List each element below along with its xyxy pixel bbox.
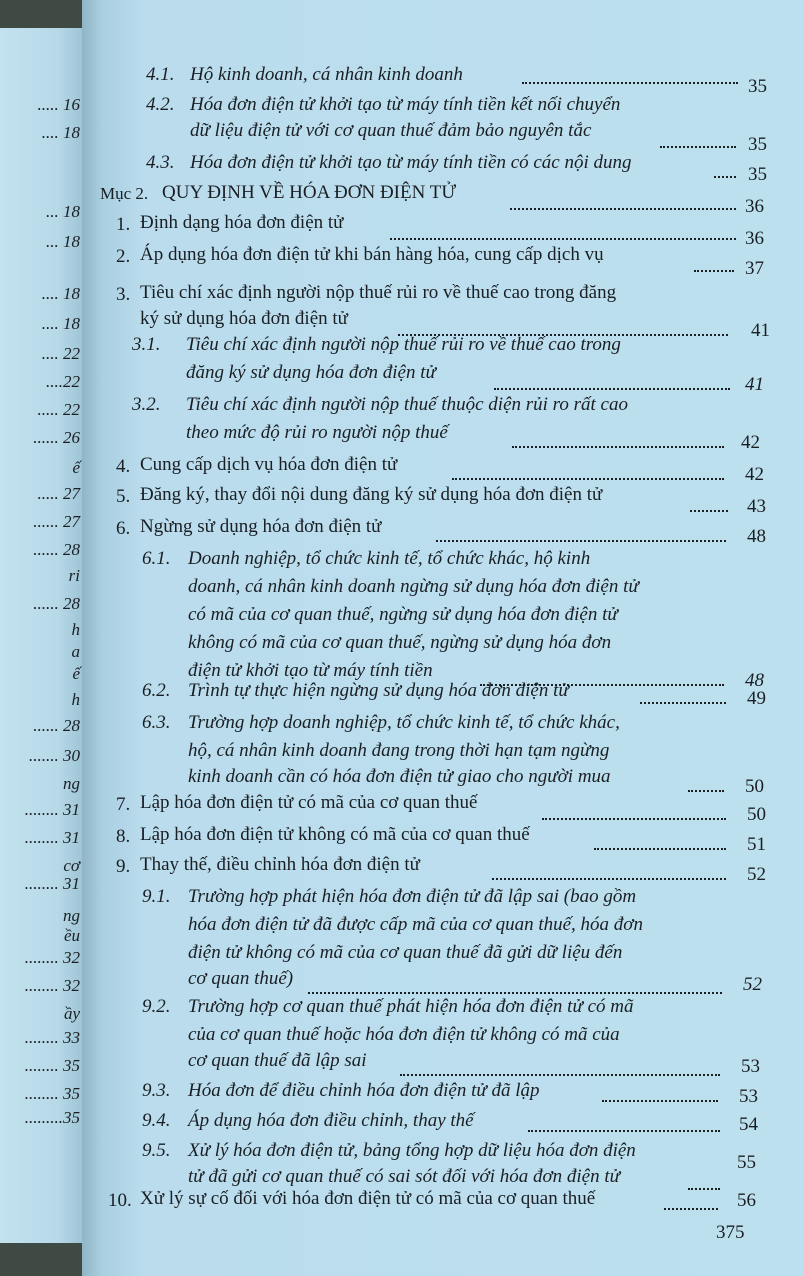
toc-page: 52 xyxy=(743,974,762,995)
dot-leader xyxy=(664,1208,718,1210)
toc-number: 6.2. xyxy=(142,680,171,701)
toc-number: 8. xyxy=(116,826,131,847)
left-page-fragment: ... 18 xyxy=(46,232,80,251)
left-page-fragment: h xyxy=(71,690,80,709)
toc-entry-text: Hóa đơn để điều chỉnh hóa đơn điện tử đã lập xyxy=(188,1080,540,1101)
toc-page: 41 xyxy=(745,374,764,395)
section-label: Mục 2. xyxy=(100,184,149,203)
toc-entry-text: Tiêu chí xác định người nộp thuế rủi ro về thuế cao trong xyxy=(186,334,621,355)
toc-number: 9.2. xyxy=(142,996,171,1017)
toc-entry-text: Tiêu chí xác định người nộp thuế thuộc diện rủi ro rất cao xyxy=(186,394,628,415)
dot-leader xyxy=(690,510,728,512)
toc-entry-text: hộ, cá nhân kinh doanh đang trong thời hạn tạm ngừng xyxy=(188,740,610,761)
left-page-fragment: ...... 28 xyxy=(33,540,80,559)
toc-entry-text: Hộ kinh doanh, cá nhân kinh doanh xyxy=(190,64,463,85)
dot-leader xyxy=(602,1100,718,1102)
toc-entry-text: Hóa đơn điện tử khởi tạo từ máy tính tiền kết nối chuyển xyxy=(190,94,621,115)
toc-entry-text: Trình tự thực hiện ngừng sử dụng hóa đơn điện tử xyxy=(188,680,569,701)
left-page-fragment: ng xyxy=(63,906,80,925)
left-page-fragment: ..... 27 xyxy=(37,484,80,503)
toc-number: 9.1. xyxy=(142,886,171,907)
left-page-fragment: a xyxy=(71,642,80,661)
left-page xyxy=(0,28,82,1243)
toc-entry-text: không có mã của cơ quan thuế, ngừng sử dụng hóa đơn xyxy=(188,632,612,653)
toc-entry-text: hóa đơn điện tử đã được cấp mã của cơ quan thuế, hóa đơn xyxy=(188,914,643,935)
toc-number: 6. xyxy=(116,518,131,539)
toc-number: 4.2. xyxy=(146,94,175,115)
toc-page: 36 xyxy=(745,196,764,217)
left-page-fragment: ..... 16 xyxy=(37,95,80,114)
left-page-fragment: .... 18 xyxy=(41,284,80,303)
toc-entry-text: cơ quan thuế đã lập sai xyxy=(188,1050,367,1071)
toc-number: 9.4. xyxy=(142,1110,171,1131)
left-page-fragment: ...... 28 xyxy=(33,594,80,613)
toc-entry-text: có mã của cơ quan thuế, ngừng sử dụng hóa đơn điện tử xyxy=(188,604,618,625)
toc-entry-text: Trường hợp phát hiện hóa đơn điện tử đã lập sai (bao gồm xyxy=(188,886,637,907)
toc-number: 3.1. xyxy=(132,334,161,355)
toc-entry-text: Trường hợp cơ quan thuế phát hiện hóa đơn điện tử có mã xyxy=(188,996,634,1017)
left-page-fragment: ........ 33 xyxy=(24,1028,80,1047)
left-page-fragment: cơ xyxy=(63,856,80,875)
left-page-fragment: ...... 28 xyxy=(33,716,80,735)
left-page-fragment: ế xyxy=(72,664,80,683)
toc-number: 9.3. xyxy=(142,1080,171,1101)
toc-page: 56 xyxy=(737,1190,756,1211)
toc-entry-text: Áp dụng hóa đơn điện tử khi bán hàng hóa, cung cấp dịch vụ xyxy=(140,244,604,265)
left-page-fragment: ều xyxy=(63,926,80,945)
dot-leader xyxy=(594,848,726,850)
toc-entry-text: kinh doanh cần có hóa đơn điện tử giao cho người mua xyxy=(188,766,611,787)
toc-entry-text: Trường hợp doanh nghiệp, tổ chức kinh tế, tổ chức khác, xyxy=(188,712,620,733)
toc-page: 42 xyxy=(741,432,760,453)
left-page-fragment: ng xyxy=(63,774,80,793)
toc-page: 42 xyxy=(745,464,764,485)
toc-entry-text: cơ quan thuế) xyxy=(188,968,294,989)
toc-entry-text: Lập hóa đơn điện tử có mã của cơ quan thuế xyxy=(140,792,478,813)
left-page-fragment: ...... 27 xyxy=(33,512,80,531)
toc-page: 53 xyxy=(741,1056,760,1077)
toc-entry-text: Áp dụng hóa đơn điều chỉnh, thay thế xyxy=(188,1110,474,1131)
toc-page: 50 xyxy=(745,776,764,797)
left-page-fragment: h xyxy=(71,620,80,639)
left-page-fragment: ........ 32 xyxy=(24,948,80,967)
toc-entry-text: Hóa đơn điện tử khởi tạo từ máy tính tiền có các nội dung xyxy=(190,152,632,173)
toc-entry-text: Lập hóa đơn điện tử không có mã của cơ quan thuế xyxy=(140,824,530,845)
dot-leader xyxy=(688,790,724,792)
left-page-fragment: ........ 35 xyxy=(24,1056,80,1075)
dot-leader xyxy=(390,238,736,240)
left-page-fragment: ... 18 xyxy=(46,202,80,221)
toc-number: 2. xyxy=(116,246,131,267)
left-page-fragment: .... 22 xyxy=(41,344,80,363)
toc-entry-text: điện tử khởi tạo từ máy tính tiền xyxy=(188,660,433,681)
right-page xyxy=(82,0,804,1276)
left-page-fragment: ........ 32 xyxy=(24,976,80,995)
toc-page: 50 xyxy=(747,804,766,825)
left-page-fragment: .........35 xyxy=(24,1108,80,1127)
toc-entry-text: đăng ký sử dụng hóa đơn điện tử xyxy=(186,362,436,383)
toc-page: 54 xyxy=(739,1114,758,1135)
toc-page: 51 xyxy=(747,834,766,855)
page-number: 375 xyxy=(716,1222,745,1243)
toc-number: 4. xyxy=(116,456,131,477)
dot-leader xyxy=(400,1074,720,1076)
left-page-fragment: ....22 xyxy=(46,372,80,391)
left-page-fragment: ....... 30 xyxy=(29,746,80,765)
toc-page: 36 xyxy=(745,228,764,249)
left-page-fragment: ........ 31 xyxy=(24,800,80,819)
left-page-fragment: ri xyxy=(68,566,80,585)
toc-entry-text: Xử lý sự cố đối với hóa đơn điện tử có mã của cơ quan thuế xyxy=(140,1188,596,1209)
left-page-fragment: .... 18 xyxy=(41,314,80,333)
dot-leader xyxy=(542,818,726,820)
toc-entry-text: của cơ quan thuế hoặc hóa đơn điện tử không có mã của xyxy=(188,1024,620,1045)
left-page-fragment: ........ 35 xyxy=(24,1084,80,1103)
dot-leader xyxy=(494,388,730,390)
toc-entry-text: điện tử không có mã của cơ quan thuế đã gửi dữ liệu đến xyxy=(188,942,623,963)
toc-number: 9.5. xyxy=(142,1140,171,1161)
toc-page: 37 xyxy=(745,258,764,279)
toc-number: 7. xyxy=(116,794,131,815)
toc-page: 43 xyxy=(747,496,766,517)
dot-leader xyxy=(522,82,738,84)
toc-number: 10. xyxy=(108,1190,132,1211)
toc-page: 53 xyxy=(739,1086,758,1107)
dot-leader xyxy=(308,992,722,994)
left-page-fragment: ...... 26 xyxy=(33,428,80,447)
toc-number: 4.3. xyxy=(146,152,175,173)
left-page-fragment: ........ 31 xyxy=(24,874,80,893)
toc-entry-text: doanh, cá nhân kinh doanh ngừng sử dụng hóa đơn điện tử xyxy=(188,576,639,597)
toc-number: 3. xyxy=(116,284,131,305)
toc-entry-text: Cung cấp dịch vụ hóa đơn điện tử xyxy=(140,454,398,475)
toc-page: 35 xyxy=(748,76,767,97)
left-page-fragment: ầy xyxy=(63,1004,80,1023)
dot-leader xyxy=(492,878,726,880)
toc-number: 9. xyxy=(116,856,131,877)
dot-leader xyxy=(510,208,736,210)
toc-entry-text: tử đã gửi cơ quan thuế có sai sót đối với hóa đơn điện tử xyxy=(188,1166,620,1187)
toc-page: 41 xyxy=(751,320,770,341)
section-heading: QUY ĐỊNH VỀ HÓA ĐƠN ĐIỆN TỬ xyxy=(162,182,457,203)
dot-leader xyxy=(528,1130,720,1132)
toc-entry-text: Định dạng hóa đơn điện tử xyxy=(140,212,344,233)
toc-number: 4.1. xyxy=(146,64,175,85)
toc-entry-text: Thay thế, điều chỉnh hóa đơn điện tử xyxy=(140,854,420,875)
toc-entry-text: dữ liệu điện tử với cơ quan thuế đảm bảo nguyên tắc xyxy=(190,120,592,141)
dot-leader xyxy=(660,146,736,148)
left-page-fragment: ..... 22 xyxy=(37,400,80,419)
toc-entry-text: theo mức độ rủi ro người nộp thuế xyxy=(186,422,448,443)
toc-page: 48 xyxy=(745,670,764,691)
toc-page: 55 xyxy=(737,1152,756,1173)
toc-entry-text: Xử lý hóa đơn điện tử, bảng tổng hợp dữ liệu hóa đơn điện xyxy=(188,1140,636,1161)
toc-page: 35 xyxy=(748,164,767,185)
toc-number: 6.1. xyxy=(142,548,171,569)
toc-number: 6.3. xyxy=(142,712,171,733)
toc-entry-text: Tiêu chí xác định người nộp thuế rủi ro về thuế cao trong đăng xyxy=(140,282,617,303)
left-page-fragment: ........ 31 xyxy=(24,828,80,847)
toc-page: 52 xyxy=(747,864,766,885)
toc-page: 48 xyxy=(747,526,766,547)
dot-leader xyxy=(640,702,726,704)
dot-leader xyxy=(436,540,726,542)
toc-entry-text: Ngừng sử dụng hóa đơn điện tử xyxy=(140,516,382,537)
toc-number: 1. xyxy=(116,214,131,235)
dot-leader xyxy=(512,446,724,448)
toc-entry-text: Đăng ký, thay đổi nội dung đăng ký sử dụng hóa đơn điện tử xyxy=(140,484,603,505)
left-page-fragment: ế xyxy=(72,458,80,477)
toc-page: 49 xyxy=(747,688,766,709)
toc-page: 35 xyxy=(748,134,767,155)
toc-entry-text: ký sử dụng hóa đơn điện tử xyxy=(140,308,348,329)
left-page-fragment: .... 18 xyxy=(41,123,80,142)
dot-leader xyxy=(452,478,724,480)
toc-number: 5. xyxy=(116,486,131,507)
toc-number: 3.2. xyxy=(132,394,161,415)
toc-entry-text: Doanh nghiệp, tổ chức kinh tế, tổ chức khác, hộ kinh xyxy=(188,548,591,569)
